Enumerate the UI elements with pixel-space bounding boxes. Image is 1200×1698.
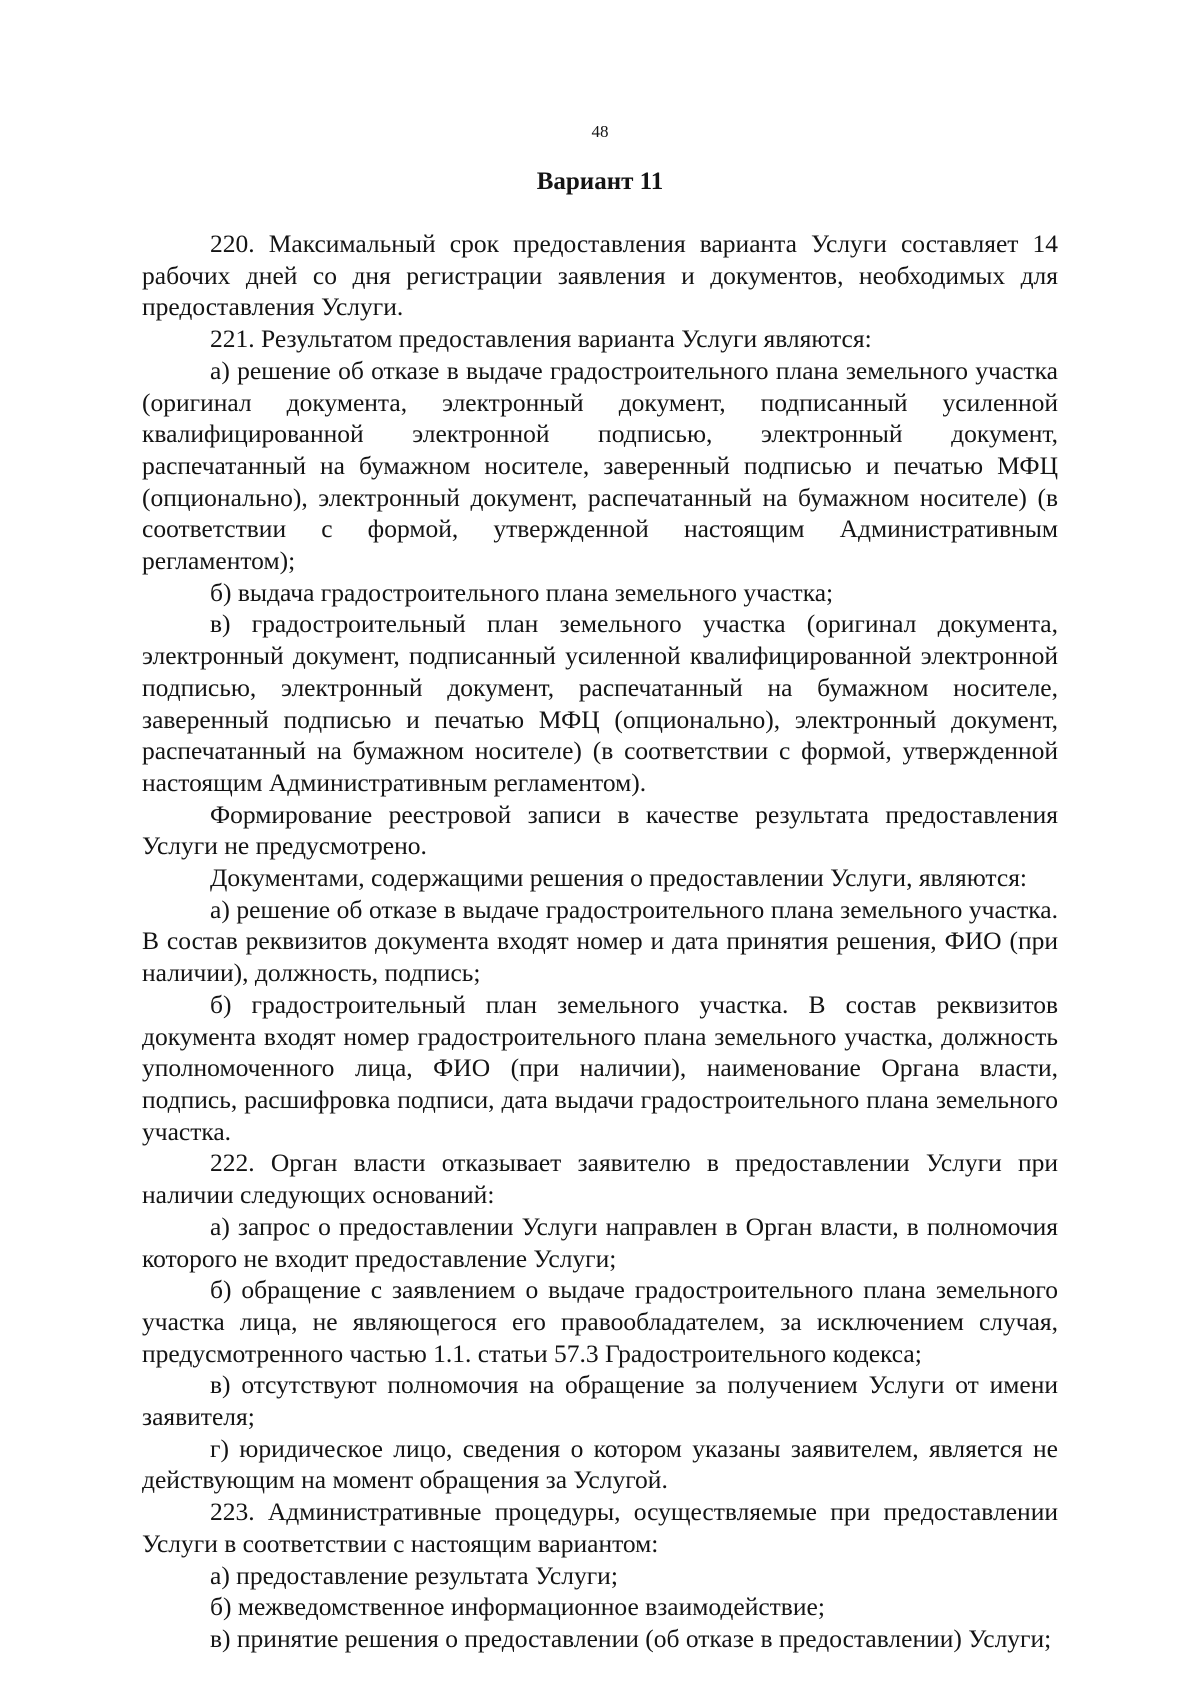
paragraph: а) решение об отказе в выдаче градостроительного плана земельного участка (оригинал документа, электронный документ, подписанный усиленной квалифицированной электронной подписью, электронный документ, распечатанный на бумажном носителе, заверенный подписью и печатью МФЦ (опционально), электронный документ, распечатанный на бумажном носителе) (в соответствии с формой, утвержденной настоящим Административным регламентом); [142, 355, 1058, 576]
document-body [142, 228, 1058, 1655]
paragraph: г) юридическое лицо, сведения о котором указаны заявителем, является не действующим на момент обращения за Услугой. [142, 1433, 1058, 1495]
paragraph: 220. Максимальный срок предоставления варианта Услуги составляет 14 рабочих дней со дня регистрации заявления и документов, необходимых для предоставления Услуги. [142, 229, 1058, 322]
paragraph: б) выдача градостроительного плана земельного участка; [210, 577, 834, 607]
paragraph: б) обращение с заявлением о выдаче градостроительного плана земельного участка лица, не являющегося его правообладателем, за исключением случая, предусмотренного частью 1.1. статьи 57.3 Градостроительного кодекса; [142, 1275, 1058, 1368]
paragraph: а) предоставление результата Услуги; [210, 1560, 618, 1590]
paragraph: Документами, содержащими решения о предоставлении Услуги, являются: [210, 863, 1028, 893]
paragraph: в) отсутствуют полномочия на обращение за получением Услуги от имени заявителя; [142, 1370, 1058, 1432]
paragraph: б) градостроительный план земельного участка. В состав реквизитов документа входят номер градостроительного плана земельного участка, должность уполномоченного лица, ФИО (при наличии), наименование Органа власти, подпись, расшифровка подписи, дата выдачи градостроительного плана земельного участка. [142, 989, 1058, 1146]
paragraph: б) межведомственное информационное взаимодействие; [210, 1592, 825, 1622]
paragraph: Формирование реестровой записи в качестве результата предоставления Услуги не предусмотрено. [142, 799, 1058, 861]
paragraph: в) принятие решения о предоставлении (об отказе в предоставлении) Услуги; [210, 1623, 1052, 1653]
paragraph: 222. Орган власти отказывает заявителю в предоставлении Услуги при наличии следующих оснований: [142, 1148, 1058, 1210]
paragraph: а) решение об отказе в выдаче градостроительного плана земельного участка. В состав реквизитов документа входят номер и дата принятия решения, ФИО (при наличии), должность, подпись; [142, 894, 1058, 988]
paragraph: 221. Результатом предоставления варианта Услуги являются: [210, 324, 872, 354]
paragraph: в) градостроительный план земельного участка (оригинал документа, электронный документ, подписанный усиленной квалифицированной электронной подписью, электронный документ, распечатанный на бумажном носителе, заверенный подписью и печатью МФЦ (опционально), электронный документ, распечатанный на бумажном носителе) (в соответствии с формой, утвержденной настоящим Административным регламентом). [142, 609, 1058, 797]
paragraph: а) запрос о предоставлении Услуги направлен в Орган власти, в полномочия которого не входит предоставление Услуги; [142, 1211, 1058, 1273]
paragraph: 223. Административные процедуры, осуществляемые при предоставлении Услуги в соответствии с настоящим вариантом: [142, 1497, 1058, 1558]
page-number: 48 [591, 122, 609, 141]
section-title: Вариант 11 [536, 168, 664, 195]
